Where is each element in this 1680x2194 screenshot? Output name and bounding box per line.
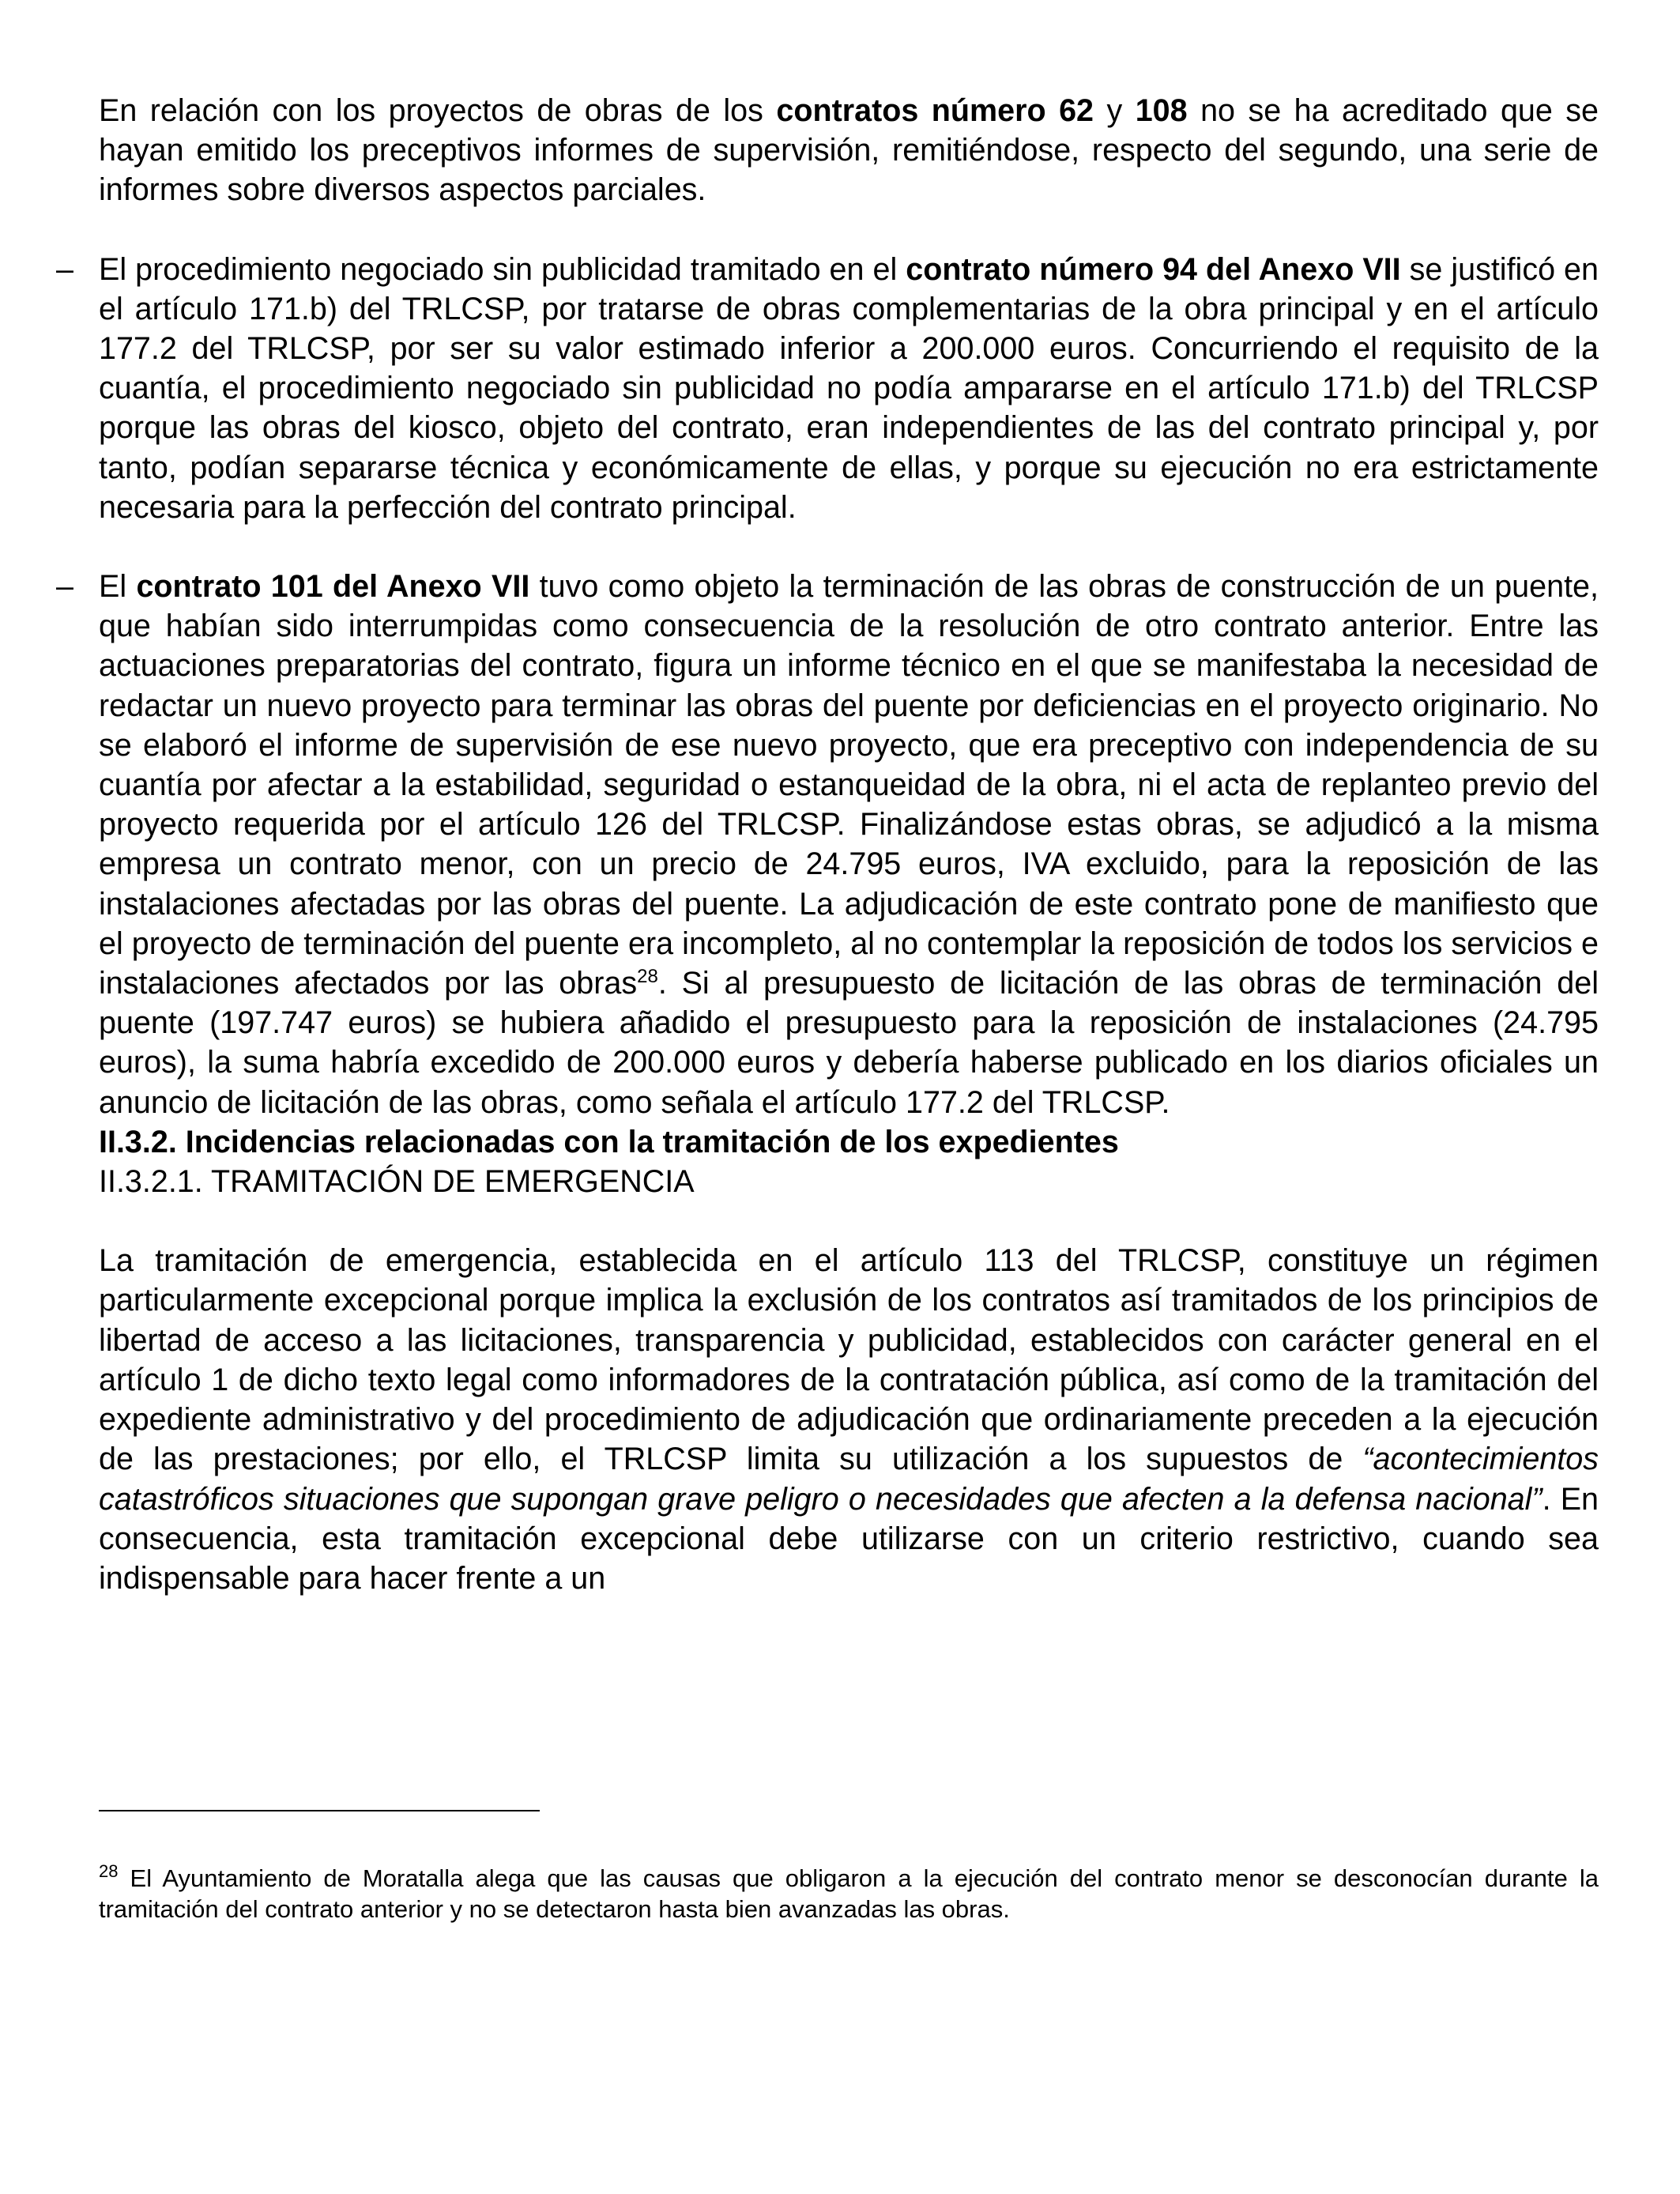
bullet-item-contract-94 bbox=[56, 250, 1599, 527]
bold-text: contratos número 62 bbox=[776, 93, 1094, 128]
bullet-text bbox=[99, 250, 1599, 527]
text: y bbox=[1094, 93, 1136, 128]
text: no se ha acreditado que se hayan emitido los preceptivos informes de supervisión, remitiéndose, respecto del segundo, una serie de informes sobre diversos aspectos parciales. bbox=[99, 93, 1599, 208]
text: . Si al presupuesto de licitación de las obras de terminación del puente (197.747 euros) se hubiera añadido el presupuesto para la reposición de instalaciones (24.795 euros), la suma habría excedido de 200.000 euros y debería haberse publicado en los diarios oficiales un anuncio de licitación de las obras, como señala el artículo 177.2 del TRLCSP. bbox=[99, 966, 1599, 1120]
text: tuvo como objeto la terminación de las obras de construcción de un puente, que habían sido interrumpidas como consecuencia de la resolución de otro contrato anterior. Entre las actuaciones preparatorias del contrato, figura un informe técnico en el que se manifestaba la necesidad de redactar un nuevo proyecto para terminar las obras del puente por deficiencias en el proyecto originario. No se elaboró el informe de supervisión de ese nuevo proyecto, que era preceptivo con independencia de su cuantía por afectar a la estabilidad, seguridad o estanqueidad de la obra, ni el acta de replanteo previo del proyecto requerida por el artículo 126 del TRLCSP. Finalizándose estas obras, se adjudicó a la misma empresa un contrato menor, con un precio de 24.795 euros, IVA excluido, para la reposición de las instalaciones afectadas por las obras del puente. La adjudicación de este contrato pone de manifiesto que el proyecto de terminación del puente era incompleto, al no contemplar la reposición de todos los servicios e instalaciones afectados por las obras bbox=[99, 569, 1599, 1001]
bold-text: contrato número 94 del Anexo VII bbox=[906, 251, 1401, 287]
footnote-28 bbox=[99, 1863, 1599, 1924]
bullet-item-contract-101 bbox=[56, 567, 1599, 1122]
subsection-heading: II.3.2.1. TRAMITACIÓN DE EMERGENCIA bbox=[99, 1164, 695, 1200]
footnote-reference[interactable]: 28 bbox=[637, 966, 658, 988]
footnote-separator bbox=[99, 1810, 540, 1811]
bullet-dash: – bbox=[56, 251, 73, 287]
footnote-number: 28 bbox=[99, 1861, 119, 1881]
paragraph-emergency-processing bbox=[99, 1241, 1599, 1598]
bullet-text bbox=[99, 567, 1599, 1122]
bold-text: contrato 101 del Anexo VII bbox=[136, 569, 530, 605]
text: En relación con los proyectos de obras de los bbox=[99, 93, 777, 128]
italic-quote: “acontecimientos catastróficos situaciones que supongan grave peligro o necesidades que afecten a la defensa nacional” bbox=[99, 1442, 1599, 1517]
text: La tramitación de emergencia, establecida en el artículo 113 del TRLCSP, constituye un régimen particularmente excepcional porque implica la exclusión de los contratos así tramitados de los principios de libertad de acceso a las licitaciones, transparencia y publicidad, establecidos con carácter general en el artículo 1 de dicho texto legal como informadores de la contratación pública, así como de la tramitación del expediente administrativo y del procedimiento de adjudicación que ordinariamente preceden a la ejecución de las prestaciones; por ello, el TRLCSP limita su utilización a los supuestos de bbox=[99, 1243, 1599, 1477]
section-heading: II.3.2. Incidencias relacionadas con la tramitación de los expedientes bbox=[99, 1124, 1119, 1159]
bullet-dash: – bbox=[56, 569, 73, 605]
text: se justificó en el artículo 171.b) del TRLCSP, por tratarse de obras complementarias de la obra principal y en el artículo 177.2 del TRLCSP, por ser su valor estimado inferior a 200.000 euros. Concurriendo el requisito de la cuantía, el procedimiento negociado sin publicidad no podía ampararse en el artículo 171.b) del TRLCSP porque las obras del kiosco, objeto del contrato, eran independientes de las del contrato principal y, por tanto, podían separarse técnica y económicamente de ellas, y porque su ejecución no era estrictamente necesaria para la perfección del contrato principal. bbox=[99, 251, 1599, 525]
bold-text: 108 bbox=[1135, 93, 1188, 128]
text: El procedimiento negociado sin publicidad tramitado en el bbox=[99, 251, 906, 287]
text: . En consecuencia, esta tramitación excepcional debe utilizarse con un criterio restrictivo, cuando sea indispensable para hacer frente a un bbox=[99, 1481, 1599, 1596]
document-body bbox=[56, 91, 1599, 1598]
text: El bbox=[99, 569, 137, 605]
paragraph-contracts-62-108 bbox=[99, 91, 1599, 210]
footnote-text: El Ayuntamiento de Moratalla alega que las causas que obligaron a la ejecución del contrato menor se desconocían durante la tramitación del contrato anterior y no se detectaron hasta bien avanzadas las obras. bbox=[99, 1864, 1599, 1923]
